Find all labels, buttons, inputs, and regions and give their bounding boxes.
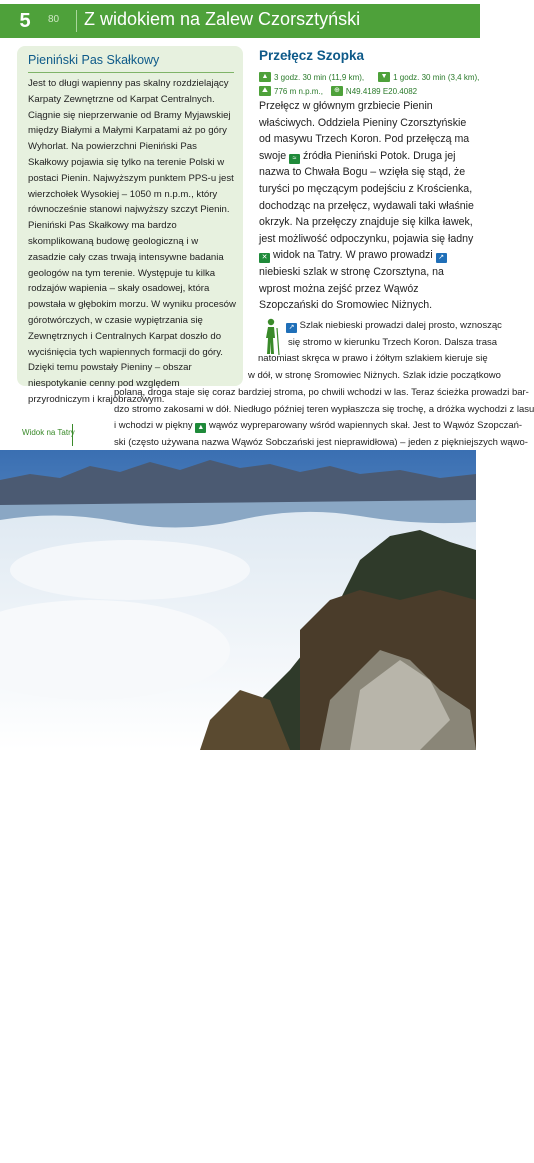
- trail-sign-icon: ↗: [436, 253, 447, 263]
- gps-icon: ⊕: [331, 86, 343, 96]
- page-header: [0, 0, 489, 42]
- info-row-location: [259, 86, 417, 96]
- info-gps: N49.4189 E20.4082: [345, 86, 418, 96]
- photo-caption: Widok na Tatry: [22, 428, 75, 437]
- gorge-icon: ▲: [195, 423, 206, 433]
- photo-credit: Marek Majerczak: [466, 1140, 478, 1163]
- section-paragraph: Przełęcz w głównym grzbiecie Pienin właściwych. Oddziela Pieniny Czorsztyńskie od masywu Trzech Koron. Pod przełęczą ma swoje ≈ źródła Pieniński Potok. Druga jej nazwa to Chwała Bogu – wzięła się stąd, że turyści po męczącym podejściu z Krościenka, dochodząc na przełęcz, wydawali taki właśnie okrzyk. Na przełęczy znajduje się kilka ławek, jest możliwość odpoczynku, pojawia się ładny ✕ widok na Tatry. W prawo prowadzi ↗ niebieski szlak w stronę Czorsztyna, na wprost można zejść przez Wąwóz Szopczański do Sromowiec Niżnych.: [259, 100, 474, 312]
- chapter-number: 5: [19, 10, 31, 32]
- chapter-title: Z widokiem na Zalew Czorsztyński: [84, 9, 361, 29]
- info-box-paragraph: Jest to długi wapienny pas skalny rozdzielający Karpaty Zewnętrzne od Karpat Centralnych. Ciągnie się nieprzerwanie od Bramy Myjawskiej między Białymi a Małymi Karpatami aż po góry Wyhorlat. Na powierzchni Pieniński Pas Skałkowy pojawia się tylko na terenie Polski w postaci Pienin. Najwyższym punktem PPS-u jest wierzchołek Wysokiej – 1050 m n.p.m., który równocześnie stanowi najwyższy szczyt Pienin. Pieniński Pas Skałkowy ma bardzo skomplikowaną budowę geologiczną i w zasadzie cały czas trwają intensywne badania geologów na tym terenie. Występuje tu kilka rodzajów wapienia – skały osadowej, która powstała w głębokim morzu. W wyniku procesów górotwórczych, w czasie wypiętrzania się Zewnętrznych i Centralnych Karpat doszło do wyciśnięcia tych wapiennych formacji do góry. Dzięki temu powstały Pieniny – obszar niespotykanie cenny pod względem przyrodniczym i krajobrazowym.: [28, 78, 236, 405]
- viewpoint-icon: ✕: [259, 253, 270, 263]
- info-downhill: 1 godz. 30 min (3,4 km),: [393, 72, 480, 82]
- header-divider: [76, 10, 77, 32]
- info-row-time: [259, 72, 479, 82]
- section-title: Przełęcz Szopka: [259, 48, 365, 63]
- up-arrow-icon: ▲: [259, 72, 271, 82]
- info-box-rule: [28, 72, 234, 73]
- down-arrow-icon: ▼: [378, 72, 390, 82]
- continuation-text: ↗ Szlak niebieski prowadzi dalej prosto, wznosząc się stromo w kierunku Trzech Koron. Dalsza trasa natomiast skręca w prawo i żółtym szlakiem kieruje się w dół, w stronę Sromowiec Niżnych. Szlak idzie początkowo polaną, droga staje się coraz bardziej stroma, po chwili wchodzi w las. Teraz ścieżka prowadzi bar- dzo stromo zakosami w dół. Niedługo później teren wypłaszcza się trochę, a dróżka wychodzi z lasu i wchodzi w piękny ▲ wąwóz wypreparowany wśród wapiennych skał. Jest to Wąwóz Szopczań- ski (często używana nazwa Wąwóz Sobczański jest nieprawidłowa) – jeden z piękniejszych wąwo-: [114, 320, 534, 448]
- trail-sign-icon-2: ↗: [286, 323, 297, 333]
- spring-icon: ≈: [289, 154, 300, 164]
- info-elevation: 776 m n.p.m.,: [274, 86, 323, 96]
- info-uphill: 3 godz. 30 min (11,9 km),: [274, 72, 365, 82]
- section-body: [259, 98, 477, 314]
- page-number: 80: [48, 14, 60, 25]
- tatra-view-image: [0, 450, 476, 750]
- landscape-photo: [0, 450, 478, 1163]
- info-box-title: Pieniński Pas Skałkowy: [28, 53, 160, 67]
- elevation-icon: ⛰: [259, 86, 271, 96]
